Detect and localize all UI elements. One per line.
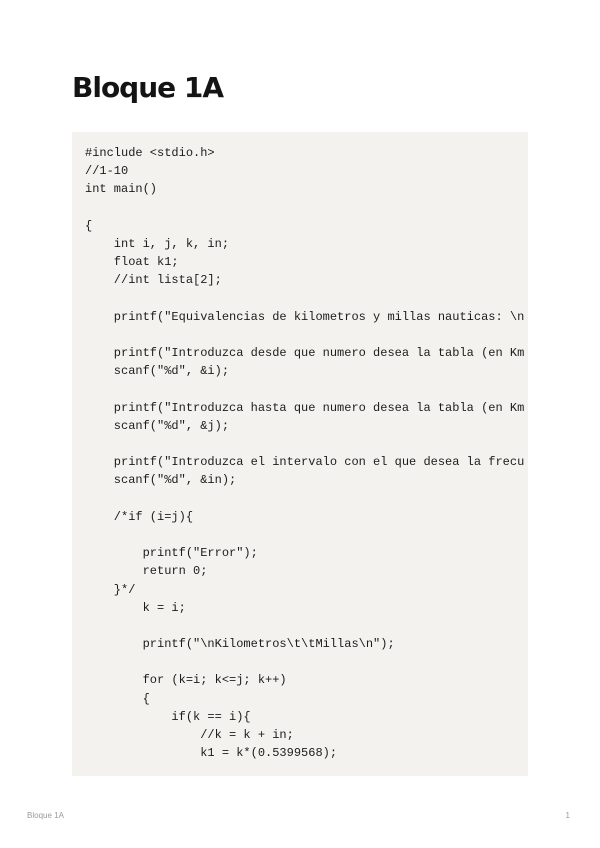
- code-line: printf("Error");: [85, 546, 258, 561]
- code-line: [85, 526, 528, 544]
- code-line: int i, j, k, in;: [85, 236, 230, 251]
- code-line: }*/: [85, 582, 136, 597]
- code-line: float k1;: [85, 255, 179, 270]
- code-line: scanf("%d", &j);: [85, 418, 230, 433]
- code-line: //int lista[2];: [85, 273, 222, 288]
- code-line: scanf("%d", &i);: [85, 364, 230, 379]
- code-line: //k = k + in;: [85, 728, 294, 742]
- code-line: k = i;: [85, 600, 186, 615]
- code-line: [85, 326, 528, 344]
- code-line: [85, 380, 528, 398]
- code-line: printf("Introduzca desde que numero desea la tabla (en Km: [85, 346, 525, 361]
- code-line: //1-10: [85, 164, 129, 179]
- code-line: [85, 435, 528, 453]
- code-line: [85, 490, 528, 508]
- code-line: if(k == i){: [85, 709, 251, 724]
- code-line: printf("Equivalencias de kilometros y millas nauticas: \n: [85, 309, 525, 324]
- code-line: {: [85, 218, 93, 233]
- code-line: /*if (i=j){: [85, 509, 194, 524]
- code-line: printf("\nKilometros\t\tMillas\n");: [85, 637, 395, 652]
- code-line: int main(): [85, 182, 158, 197]
- code-line: k1 = k*(0.5399568);: [85, 746, 338, 761]
- code-line: for (k=i; k<=j; k++): [85, 673, 287, 688]
- code-line: {: [85, 691, 150, 706]
- code-line: printf("Introduzca el intervalo con el que desea la frecu: [85, 455, 525, 470]
- footer-doc-title: Bloque 1A: [27, 811, 64, 820]
- code-line: [85, 617, 528, 635]
- code-line: #include <stdio.h>: [85, 146, 215, 160]
- footer-page-number: 1: [565, 811, 570, 820]
- code-line: [85, 653, 528, 671]
- code-line: [85, 199, 528, 217]
- code-line: return 0;: [85, 564, 208, 579]
- code-block: [72, 132, 528, 776]
- code-content: [85, 144, 528, 762]
- code-line: scanf("%d", &in);: [85, 473, 237, 488]
- code-line: printf("Introduzca hasta que numero desea la tabla (en Km: [85, 400, 525, 415]
- page-title: Bloque 1A: [72, 71, 224, 104]
- code-line: [85, 290, 528, 308]
